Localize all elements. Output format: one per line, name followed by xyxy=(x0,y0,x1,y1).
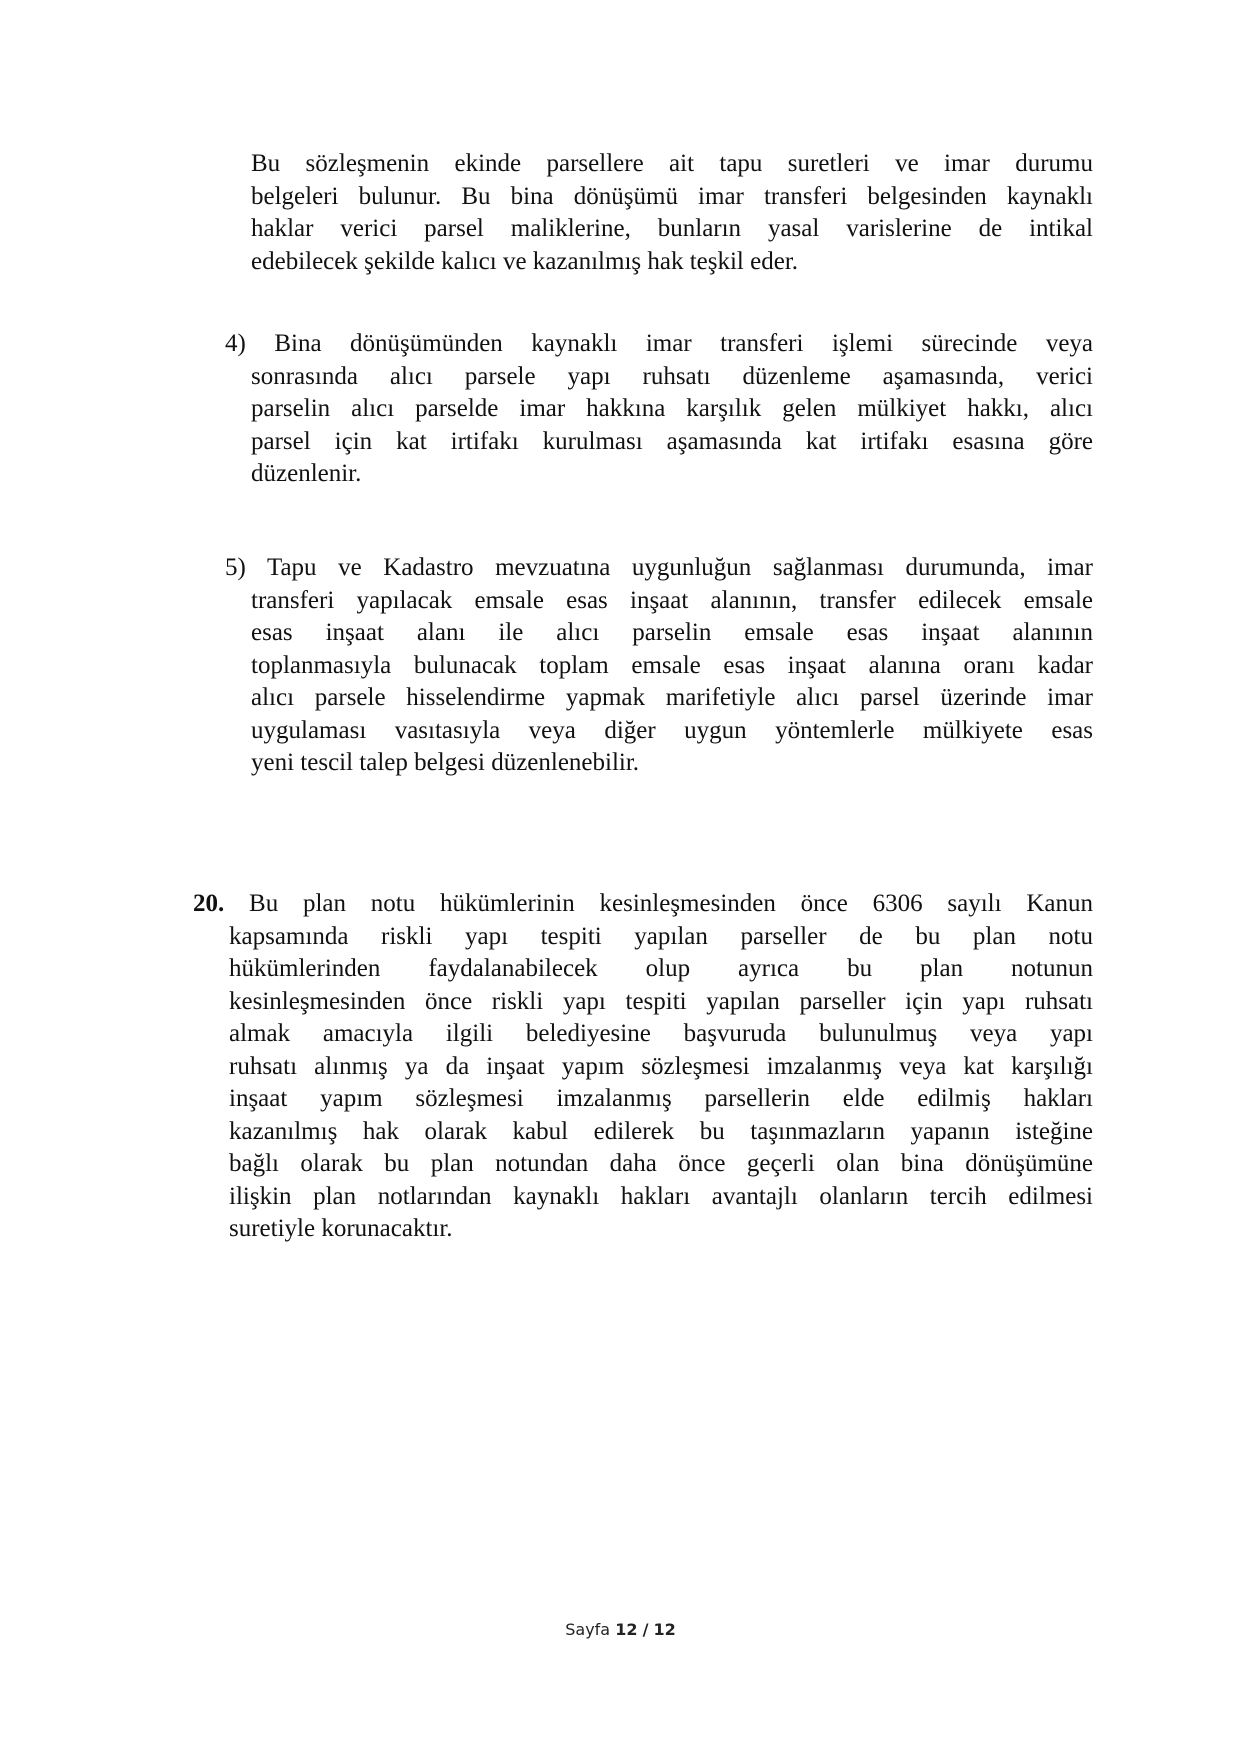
text-line: haklar verici parsel maliklerine, bunların yasal varislerine de intikal xyxy=(251,215,1093,242)
text-line: almak amacıyla ilgili belediyesine başvuruda bulunulmuş veya yapı xyxy=(229,1020,1093,1047)
text-line: 4) Bina dönüşümünden kaynaklı imar transferi işlemi sürecinde veya xyxy=(225,330,1094,357)
list-item-4 xyxy=(225,328,1093,491)
list-item-5 xyxy=(225,552,1093,780)
text-line: kesinleşmesinden önce riskli yapı tespiti yapılan parseller için yapı ruhsatı xyxy=(229,987,1093,1015)
text-line: 20. Bu plan notu hükümlerinin kesinleşmesinden önce 6306 sayılı Kanun xyxy=(193,890,1093,917)
text-line: parselin alıcı parselde imar hakkına karşılık gelen mülkiyet hakkı, alıcı xyxy=(251,395,1093,422)
plan-note-20 xyxy=(193,888,1093,1246)
text-line: esas inşaat alanı ile alıcı parselin emsale esas inşaat alanının xyxy=(251,619,1093,646)
text-line: transferi yapılacak emsale esas inşaat alanının, transfer edilecek emsale xyxy=(251,586,1093,614)
text-line: inşaat yapım sözleşmesi imzalanmış parsellerin elde edilmiş hakları xyxy=(229,1085,1093,1112)
page-footer xyxy=(0,1620,1241,1639)
text-line: ilişkin plan notlarından kaynaklı hakları avantajlı olanların tercih edilmesi xyxy=(229,1182,1093,1210)
paragraph-continuation xyxy=(251,148,1093,278)
text-line: uygulaması vasıtasıyla veya diğer uygun yöntemlerle mülkiyete esas xyxy=(251,716,1093,744)
text-line: düzenlenir. xyxy=(251,460,362,487)
text-line: kapsamında riskli yapı tespiti yapılan parseller de bu plan notu xyxy=(229,922,1093,950)
text-line: alıcı parsele hisselendirme yapmak marifetiyle alıcı parsel üzerinde imar xyxy=(251,684,1093,711)
item-number: 5) xyxy=(225,554,246,581)
text-line: edebilecek şekilde kalıcı ve kazanılmış hak teşkil eder. xyxy=(251,247,799,275)
text-line: sonrasında alıcı parsele yapı ruhsatı düzenleme aşamasında, verici xyxy=(251,362,1093,390)
text-line: ruhsatı alınmış ya da inşaat yapım sözleşmesi imzalanmış veya kat karşılığı xyxy=(229,1052,1093,1080)
item-number: 20. xyxy=(193,890,225,917)
text-line: suretiyle korunacaktır. xyxy=(229,1215,453,1242)
total-pages-number: 12 xyxy=(653,1620,676,1639)
text-line: toplanmasıyla bulunacak toplam emsale esas inşaat alanına oranı kadar xyxy=(251,651,1093,679)
text-line: bağlı olarak bu plan notundan daha önce geçerli olan bina dönüşümüne xyxy=(229,1150,1093,1177)
text-line: kazanılmış hak olarak kabul edilerek bu taşınmazların yapanın isteğine xyxy=(229,1117,1093,1145)
text-line: Bu sözleşmenin ekinde parsellere ait tapu suretleri ve imar durumu xyxy=(251,150,1093,177)
page-label: Sayfa xyxy=(565,1620,611,1639)
item-number: 4) xyxy=(225,330,246,357)
text-line: parsel için kat irtifakı kurulması aşamasında kat irtifakı esasına göre xyxy=(251,427,1093,455)
page-separator: / xyxy=(642,1620,649,1639)
current-page-number: 12 xyxy=(615,1620,638,1639)
text-line: hükümlerinden faydalanabilecek olup ayrıca bu plan notunun xyxy=(229,955,1093,982)
text-line: belgeleri bulunur. Bu bina dönüşümü imar transferi belgesinden kaynaklı xyxy=(251,182,1093,210)
text-line: yeni tescil talep belgesi düzenlenebilir. xyxy=(251,749,640,776)
text-line: 5) Tapu ve Kadastro mevzuatına uygunluğun sağlanması durumunda, imar xyxy=(225,554,1093,581)
